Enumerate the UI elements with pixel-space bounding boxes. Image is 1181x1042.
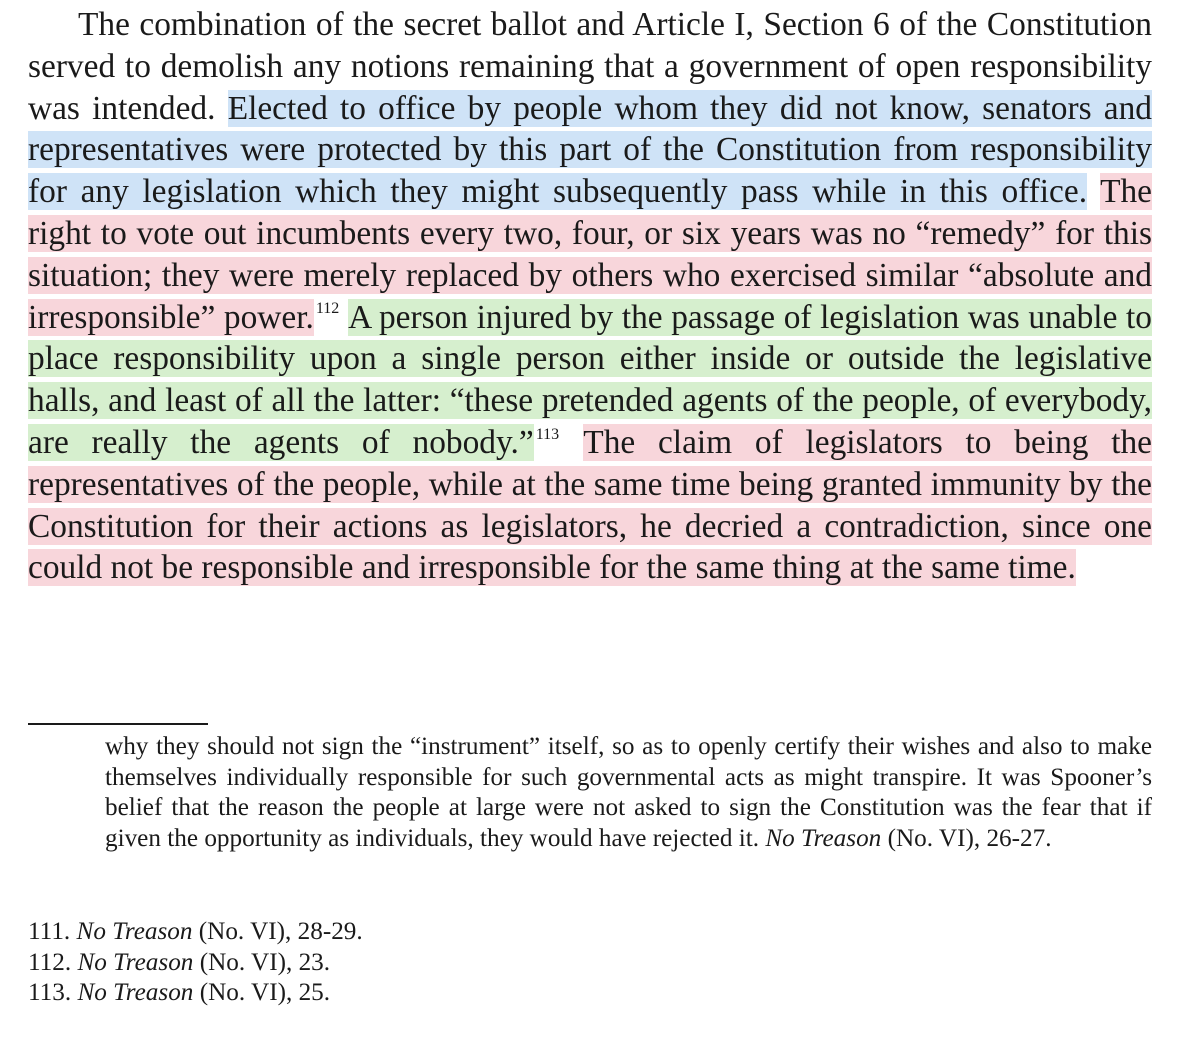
intro-sentence: The combination of the secret ballot and Article I, Section 6 of the Constitution served to demolish any notions remaining that a government of open responsibility was intended. bbox=[28, 6, 1152, 127]
highlight-pink-passage-2: The claim of legislators to being the representatives of the people, while at the same time being granted immunity by the Constitution for their actions as legislators, he decried a contradiction, since one could not be responsible and irresponsible for the same thing at the same time. bbox=[28, 423, 1152, 587]
footnote-title: No Treason bbox=[76, 918, 193, 945]
footnote-rest: (No. VI), 25. bbox=[199, 979, 331, 1007]
footnote-title: No Treason bbox=[77, 979, 194, 1007]
highlight-green-passage: A person injured by the passage of legislation was unable to place responsibility upon a single person either inside or outside the legislative halls, and least of all the latter: “these pretended agents of the people, of everybody, are really the agents of nobody.” bbox=[28, 298, 1152, 461]
footnote-ref-113[interactable]: 113 bbox=[535, 425, 560, 443]
footnote-continuation-cite-rest: (No. VI), 26-27. bbox=[887, 824, 1052, 852]
highlight-blue-passage: Elected to office by people whom they did not know, senators and representatives were protected by this part of the Constitution from responsibility for any legislation which they might subsequently pass while in this office. bbox=[28, 89, 1152, 211]
footnote-number: 113. bbox=[28, 979, 72, 1007]
footnote-rest: (No. VI), 28-29. bbox=[198, 918, 363, 945]
footnote-list bbox=[28, 917, 1152, 1009]
footnote-112 bbox=[28, 948, 1152, 979]
pink-passage-1-text: The right to vote out incumbents every two, four, or six years was no “remedy” for this situation; they were merely replaced by others who exercised similar “absolute and irresponsible” power. bbox=[28, 173, 1152, 336]
footnote-ref-112[interactable]: 112 bbox=[315, 300, 340, 318]
footnote-rest: (No. VI), 23. bbox=[199, 948, 331, 976]
main-paragraph bbox=[28, 4, 1152, 589]
footnote-number: 111. bbox=[28, 918, 71, 945]
footnote-title: No Treason bbox=[77, 948, 194, 976]
footnote-111 bbox=[28, 917, 1152, 948]
footnote-continuation-cite-title: No Treason bbox=[765, 824, 882, 852]
footnote-number: 112. bbox=[28, 948, 72, 976]
footnote-continuation bbox=[105, 732, 1152, 854]
footnote-113 bbox=[28, 978, 1152, 1009]
footnote-divider bbox=[28, 723, 208, 725]
footnote-continuation-text: why they should not sign the “instrument” itself, so as to openly certify their wishes and also to make themselves individually responsible for such governmental acts as might transpire. It was Spooner’s belief that the reason the people at large were not asked to sign the Constitution was the fear that if given the opportunity as individuals, they would have rejected it. bbox=[105, 733, 1152, 852]
